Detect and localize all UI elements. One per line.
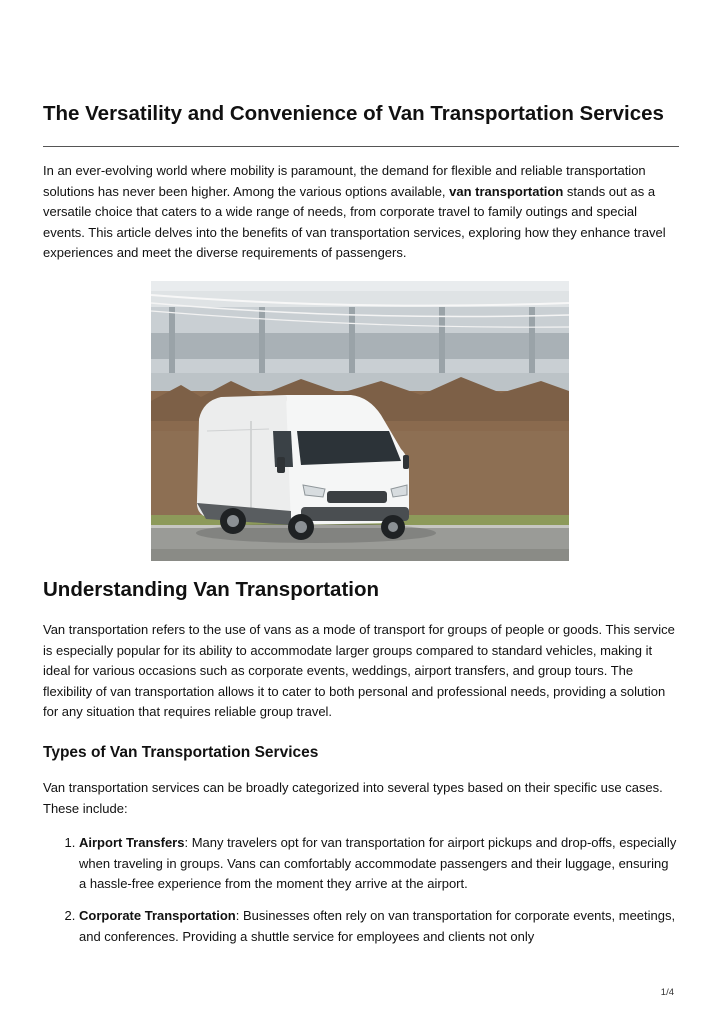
- van-photo: [151, 281, 569, 561]
- list-item-text: : Many travelers opt for van transportation for airport pickups and drop-offs, especially when traveling in groups. Vans can comfortably accommodate passengers and their luggage, ensuring a hassle-free experience from the moment they arrive at the airport.: [79, 835, 677, 892]
- intro-text-start: In an ever-evolving world where mobility is paramount, the demand for flexible and reliable transportation solutions has never been higher. Among the various options available,: [43, 163, 646, 199]
- document-page: [43, 100, 679, 958]
- section-heading-understanding: Understanding Van Transportation: [43, 577, 380, 601]
- intro-text-end: stands out as a versatile choice that caters to a wide range of needs, from corporate travel to family outings and special events. This article delves into the benefits of van transportation services, exploring how they enhance travel experiences and meet the diverse requirements of passengers.: [43, 183, 666, 261]
- section-paragraph-types: Van transportation services can be broadly categorized into several types based on their specific use cases. These include:: [43, 779, 663, 816]
- list-item: [79, 906, 679, 947]
- types-list: [43, 833, 679, 947]
- list-item-title: Corporate Transportation: [79, 907, 236, 923]
- intro-paragraph: [43, 161, 679, 264]
- list-item: [79, 833, 679, 895]
- list-item-title: Airport Transfers: [79, 835, 185, 851]
- section-heading-types: Types of Van Transportation Services: [43, 743, 319, 761]
- article-title: The Versatility and Convenience of Van Transportation Services: [43, 102, 664, 125]
- page-number: 1/4: [660, 987, 674, 998]
- section-paragraph-understanding: Van transportation refers to the use of vans as a mode of transport for groups of people or goods. This service is especially popular for its ability to accommodate larger groups compared to standard vehicles, making it ideal for various occasions such as corporate events, weddings, airport transfers, and group tours. The flexibility of van transportation allows it to cater to both personal and professional needs, providing a solution for any situation that requires reliable group travel.: [43, 621, 675, 720]
- intro-bold-keyword: van transportation: [449, 183, 564, 199]
- white-van-photo-icon: [151, 281, 569, 561]
- list-item-text: : Businesses often rely on van transportation for corporate events, meetings, and conferences. Providing a shuttle service for employees and clients not only: [79, 907, 676, 944]
- title-divider: [43, 146, 679, 147]
